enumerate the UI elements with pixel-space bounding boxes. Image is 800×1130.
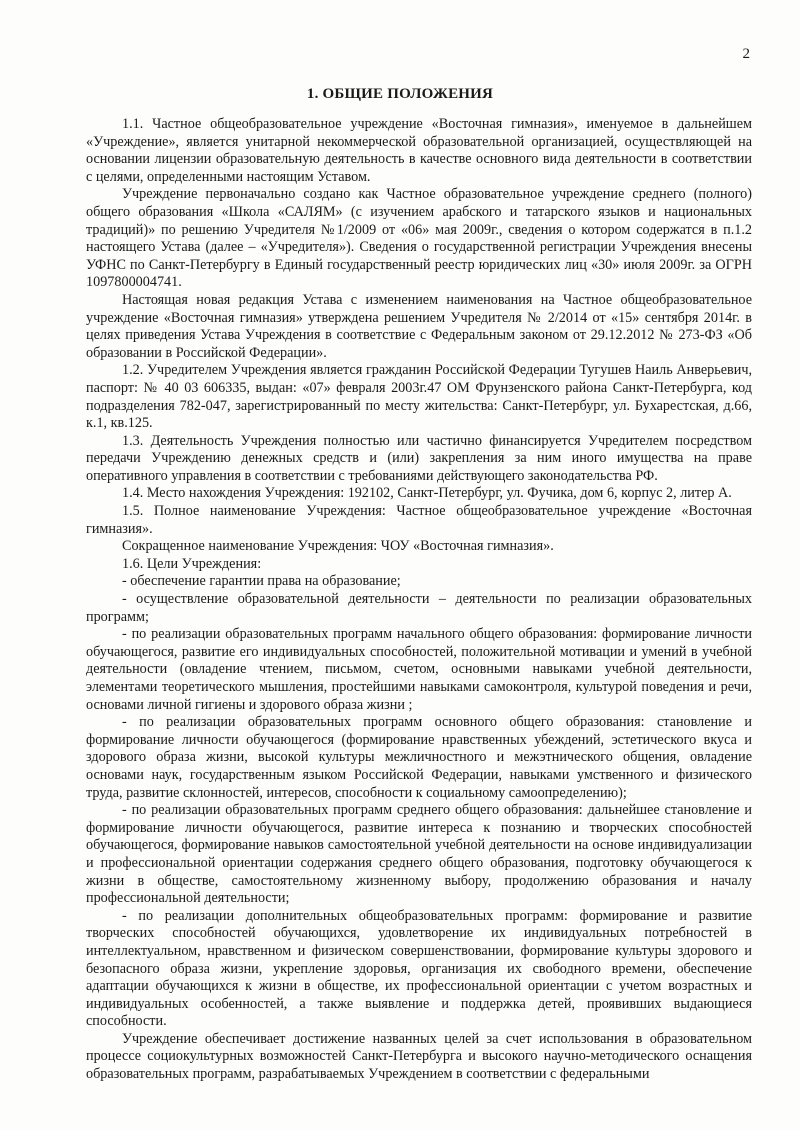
clause-number: 1.4. [122, 485, 144, 502]
paragraph [86, 186, 752, 292]
paragraph-text: Настоящая новая редакция Устава с изменением наименования на Частное общеобразовательное учреждение «Восточная гимназия» утверждена решением Учредителя № 2/2014 от «15» сентября 2014г. в целях приведения Устава Учреждения в соответствие с Федеральным законом от 29.12.2012 № 273-ФЗ «Об образовании в Российской Федерации». [86, 291, 752, 361]
paragraph [86, 573, 752, 591]
paragraph [86, 116, 752, 186]
paragraph-text: - по реализации образовательных программ основного общего образования: становление и формирование личности обучающегося (формирование нравственных убеждений, эстетического вкуса и здорового образа жизни, высокой культуры межличностного и межэтнического общения, овладение основами наук, государственным языком Российской Федерации, навыками умственного и физического труда, развитие склонностей, интересов, способности к социальному самоопределению); [86, 714, 752, 801]
paragraph-text: - по реализации образовательных программ начального общего образования: формирование личности обучающегося, развитие его индивидуальных способностей, положительной мотивации и умений в учебной деятельности (овладение чтением, письмом, счетом, основными навыками учебной деятельности, элементами теоретического мышления, простейшими навыками самоконтроля, культурой поведения и речи, основами личной гигиены и здорового образа жизни ; [86, 626, 752, 713]
paragraph [86, 626, 752, 714]
paragraph [86, 292, 752, 362]
paragraph-text: - по реализации образовательных программ среднего общего образования: дальнейшее становление и формирование личности обучающегося, развитие интереса к познанию и творческих способностей обучающегося, формирование навыков самостоятельной учебной деятельности на основе индивидуализации и профессиональной ориентации содержания среднего общего образования, подготовку обучающегося к жизни в обществе, самостоятельному жизненному выбору, продолжению образования и началу профессиональной деятельности; [86, 802, 752, 907]
clause-number: 1.1. [122, 116, 144, 132]
paragraph [86, 433, 752, 486]
paragraph-text: Учреждение обеспечивает достижение названных целей за счет использования в образовательном процессе социокультурных возможностей Санкт-Петербурга и высокого научно-методического оснащения образовательных программ, разрабатываемых Учреждением в соответствии с федеральными [86, 1030, 752, 1083]
paragraph-text: Полное наименование Учреждения: Частное общеобразовательное учреждение «Восточная гимназия». [86, 503, 752, 537]
page-number: 2 [742, 46, 750, 62]
paragraph-text: Цели Учреждения: [143, 555, 262, 572]
section-title: 1. ОБЩИЕ ПОЛОЖЕНИЯ [306, 86, 494, 102]
paragraph-text: Место нахождения Учреждения: 192102, Санкт-Петербург, ул. Фучика, дом 6, корпус 2, литер А. [143, 485, 732, 502]
paragraph-text: - по реализации дополнительных общеобразовательных программ: формирование и развитие творческих способностей обучающихся, удовлетворение их индивидуальных потребностей в интеллектуальном, нравственном и физическом совершенствовании, формирование культуры здорового и безопасного образа жизни, укрепление здоровья, организация их свободного времени, обеспечение адаптации обучающихся к жизни в обществе, их профессиональной ориентации с учетом возрастных и индивидуальных особенностей, а также выявление и поддержка детей, проявивших выдающиеся способности. [86, 907, 752, 1030]
paragraph [86, 556, 752, 574]
paragraph-text: Учредителем Учреждения является гражданин Российской Федерации Тугушев Наиль Анверьевич, паспорт: № 40 03 606335, выдан: «07» февраля 2003г.47 ОМ Фрунзенского района Санкт-Петербурга, код подразделения 782-047, зарегистрированный по месту жительства: Санкт-Петербург, ул. Бухарестская, д.66, к.1, кв.125. [86, 362, 752, 432]
paragraph [86, 485, 752, 503]
paragraph [86, 362, 752, 432]
paragraph [86, 538, 752, 556]
paragraph-text: - осуществление образовательной деятельности – деятельности по реализации образовательных программ; [86, 591, 752, 625]
clause-number: 1.6. [122, 555, 144, 572]
paragraph [86, 802, 752, 908]
paragraph [86, 591, 752, 626]
paragraph [86, 1031, 752, 1084]
paragraph [86, 503, 752, 538]
document-body [86, 116, 752, 1084]
paragraph-text: Учреждение первоначально создано как Частное образовательное учреждение среднего (полного) общего образования «Школа «САЛЯМ» (с изучением арабского и татарского языков и национальных традиций)» по решению Учредителя №1/2009 от «06» мая 2009г., сведения о котором содержатся в п.1.2 настоящего Устава (далее – «Учредителя»). Сведения о государственной регистрации Учреждения внесены УФНС по Санкт-Петербургу в Единый государственный реестр юридических лиц «30» июля 2009г. за ОГРН 1097800004741. [86, 186, 752, 291]
paragraph-text: Сокращенное наименование Учреждения: ЧОУ «Восточная гимназия». [122, 538, 554, 555]
paragraph [86, 908, 752, 1031]
clause-number: 1.3. [122, 432, 144, 449]
paragraph-text: Частное общеобразовательное учреждение «Восточная гимназия», именуемое в дальнейшем «Учреждение», является унитарной некоммерческой образовательной организацией, осуществляющей на основании лицензии образовательную деятельность в качестве основного вида деятельности в соответствии с целями, определенными настоящим Уставом. [86, 116, 752, 185]
paragraph-text: Деятельность Учреждения полностью или частично финансируется Учредителем посредством передачи Учреждению денежных средств и (или) закрепления за ним иного имущества на праве оперативного управления в соответствии с требованиями действующего законодательства РФ. [86, 432, 752, 484]
paragraph [86, 714, 752, 802]
clause-number: 1.2. [122, 362, 144, 379]
paragraph-text: - обеспечение гарантии права на образование; [122, 573, 401, 590]
clause-number: 1.5. [122, 503, 144, 520]
